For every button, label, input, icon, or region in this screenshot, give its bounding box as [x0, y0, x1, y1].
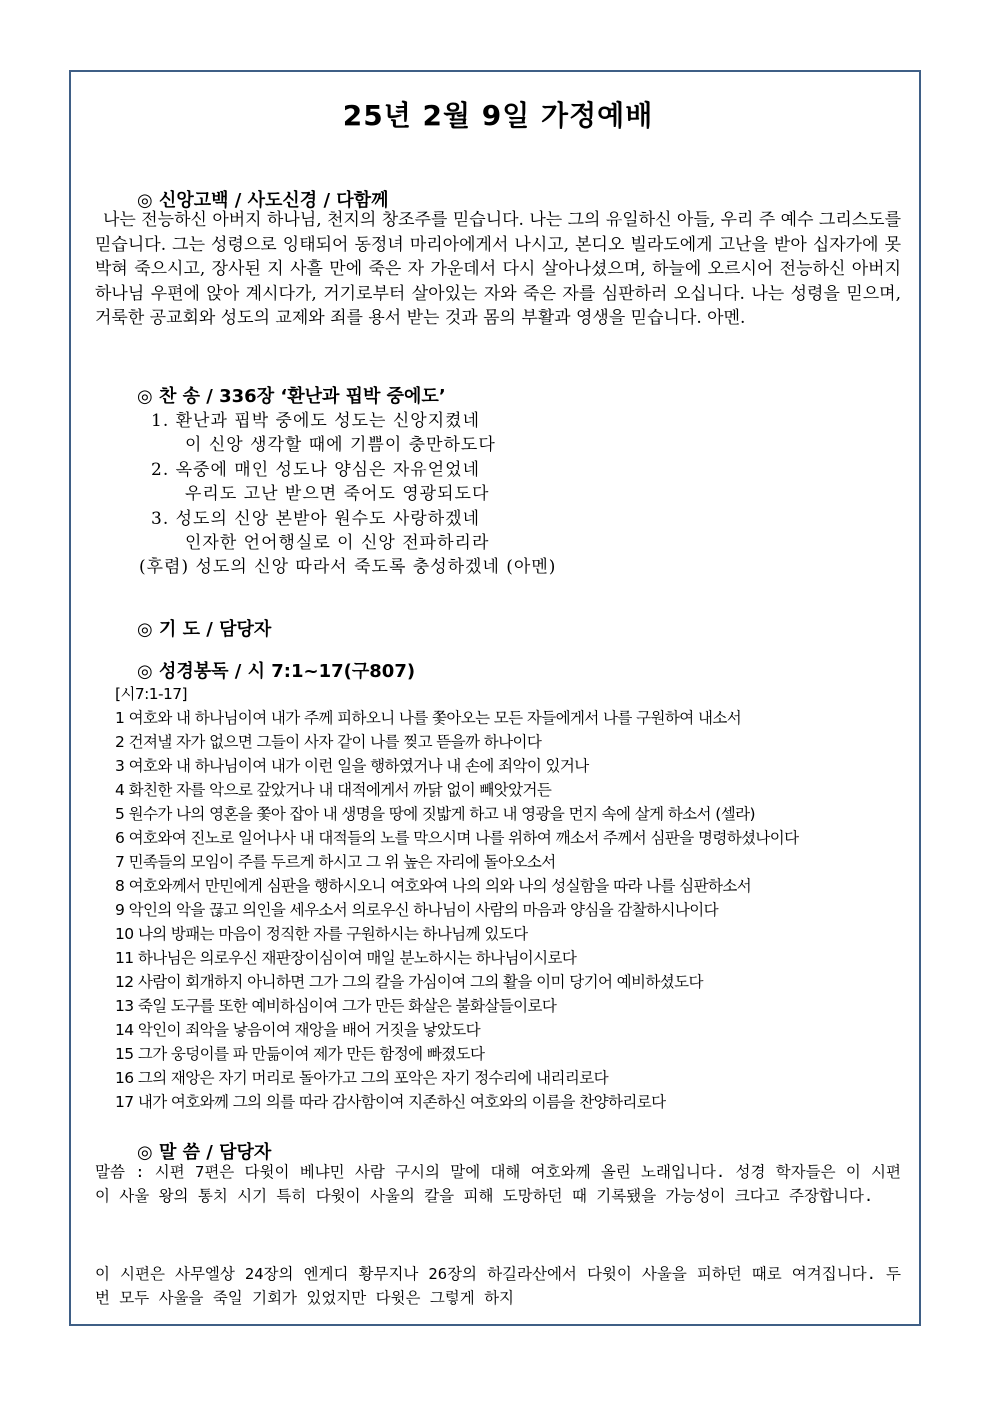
creed-heading: ◎ 신앙고백 / 사도신경 / 다함께: [137, 190, 389, 211]
prayer-heading: ◎ 기 도 / 담당자: [137, 619, 272, 640]
sermon-paragraph: 말씀 : 시편 7편은 다윗이 베냐민 사람 구시의 말에 대해 여호와께 올린 노래입니다. 성경 학자들은 이 시편이 사울 왕의 통치 시기 특히 다윗이 사울의 칼을 피해 도망하던 때 기록됐을 가능성이 크다고 주장합니다.: [95, 1163, 901, 1205]
reading-heading: ◎ 성경봉독 / 시 7:1~17(구807): [137, 661, 416, 682]
verse-line: 13 죽일 도구를 또한 예비하심이여 그가 만든 화살은 불화살들이로다: [115, 997, 557, 1015]
document-frame: [69, 70, 921, 1326]
verse-line: 17 내가 여호와께 그의 의를 따라 감사함이여 지존하신 여호와의 이름을 찬양하리로다: [115, 1093, 666, 1111]
hymn-line: 2. 옥중에 매인 성도나 양심은 자유얻었네: [151, 460, 480, 480]
hymn-refrain: (후렴) 성도의 신앙 따라서 죽도록 충성하겠네 (아멘): [139, 557, 557, 577]
page-title: 25년 2월 9일 가정예배: [342, 99, 654, 132]
hymn-line: 인자한 언어행실로 이 신앙 전파하리라: [185, 533, 490, 553]
hymn-line: 이 신앙 생각할 때에 기쁨이 충만하도다: [185, 435, 496, 455]
hymn-line: 3. 성도의 신앙 본받아 원수도 사랑하겠네: [151, 509, 480, 529]
hymn-heading: ◎ 찬 송 / 336장 ‘환난과 핍박 중에도’: [137, 386, 446, 407]
sermon-heading: ◎ 말 씀 / 담당자: [137, 1142, 272, 1163]
hymn-line: 1. 환난과 핍박 중에도 성도는 신앙지켰네: [151, 411, 480, 431]
verse-line: 5 원수가 나의 영혼을 쫓아 잡아 내 생명을 땅에 짓밟게 하고 내 영광을 먼지 속에 살게 하소서 (셀라): [115, 805, 755, 823]
reading-reference: [시7:1-17]: [115, 685, 187, 703]
verse-line: 14 악인이 죄악을 낳음이여 재앙을 배어 거짓을 낳았도다: [115, 1021, 481, 1039]
verse-line: 9 악인의 악을 끊고 의인을 세우소서 의로우신 하나님이 사람의 마음과 양심을 감찰하시나이다: [115, 901, 719, 919]
verse-line: 1 여호와 내 하나님이여 내가 주께 피하오니 나를 쫓아오는 모든 자들에게서 나를 구원하여 내소서: [115, 709, 742, 727]
verse-line: 11 하나님은 의로우신 재판장이심이여 매일 분노하시는 하나님이시로다: [115, 949, 577, 967]
verse-line: 3 여호와 내 하나님이여 내가 이런 일을 행하였거나 내 손에 죄악이 있거나: [115, 757, 589, 775]
verse-line: 7 민족들의 모임이 주를 두르게 하시고 그 위 높은 자리에 돌아오소서: [115, 853, 556, 871]
verse-line: 10 나의 방패는 마음이 정직한 자를 구원하시는 하나님께 있도다: [115, 925, 528, 943]
creed-text: 나는 전능하신 아버지 하나님, 천지의 창조주를 믿습니다. 나는 그의 유일하신 아들, 우리 주 예수 그리스도를 믿습니다. 그는 성령으로 잉태되어 동정녀 마리아에게서 나시고, 본디오 빌라도에게 고난을 받아 십자가에 못 박혀 죽으시고, 장사된 지 사흘 만에 죽은 자 가운데서 다시 살아나셨으며, 하늘에 오르시어 전능하신 아버지 하나님 우편에 앉아 계시다가, 거기로부터 살아있는 자와 죽은 자를 심판하러 오십니다. 나는 성령을 믿으며, 거룩한 공교회와 성도의 교제와 죄를 용서 받는 것과 몸의 부활과 영생을 믿습니다. 아멘.: [95, 210, 902, 328]
verse-line: 8 여호와께서 만민에게 심판을 행하시오니 여호와여 나의 의와 나의 성실함을 따라 나를 심판하소서: [115, 877, 752, 895]
verse-line: 6 여호와여 진노로 일어나사 내 대적들의 노를 막으시며 나를 위하여 깨소서 주께서 심판을 명령하셨나이다: [115, 829, 799, 847]
verse-line: 15 그가 웅덩이를 파 만듦이여 제가 만든 함정에 빠졌도다: [115, 1045, 485, 1063]
verse-line: 16 그의 재앙은 자기 머리로 돌아가고 그의 포악은 자기 정수리에 내리리로다: [115, 1069, 608, 1087]
verse-line: 12 사람이 회개하지 아니하면 그가 그의 칼을 가심이여 그의 활을 이미 당기어 예비하셨도다: [115, 973, 703, 991]
verse-line: 2 건져낼 자가 없으면 그들이 사자 같이 나를 찢고 뜯을까 하나이다: [115, 733, 542, 751]
sermon-paragraph: 이 시편은 사무엘상 24장의 엔게디 황무지나 26장의 하길라산에서 다윗이 사울을 피하던 때로 여겨집니다. 두 번 모두 사울을 죽일 기회가 있었지만 다윗은 그렇게 하지: [95, 1265, 901, 1307]
hymn-line: 우리도 고난 받으면 죽어도 영광되도다: [185, 484, 490, 504]
verse-line: 4 화친한 자를 악으로 갚았거나 내 대적에게서 까닭 없이 빼앗았거든: [115, 781, 552, 799]
